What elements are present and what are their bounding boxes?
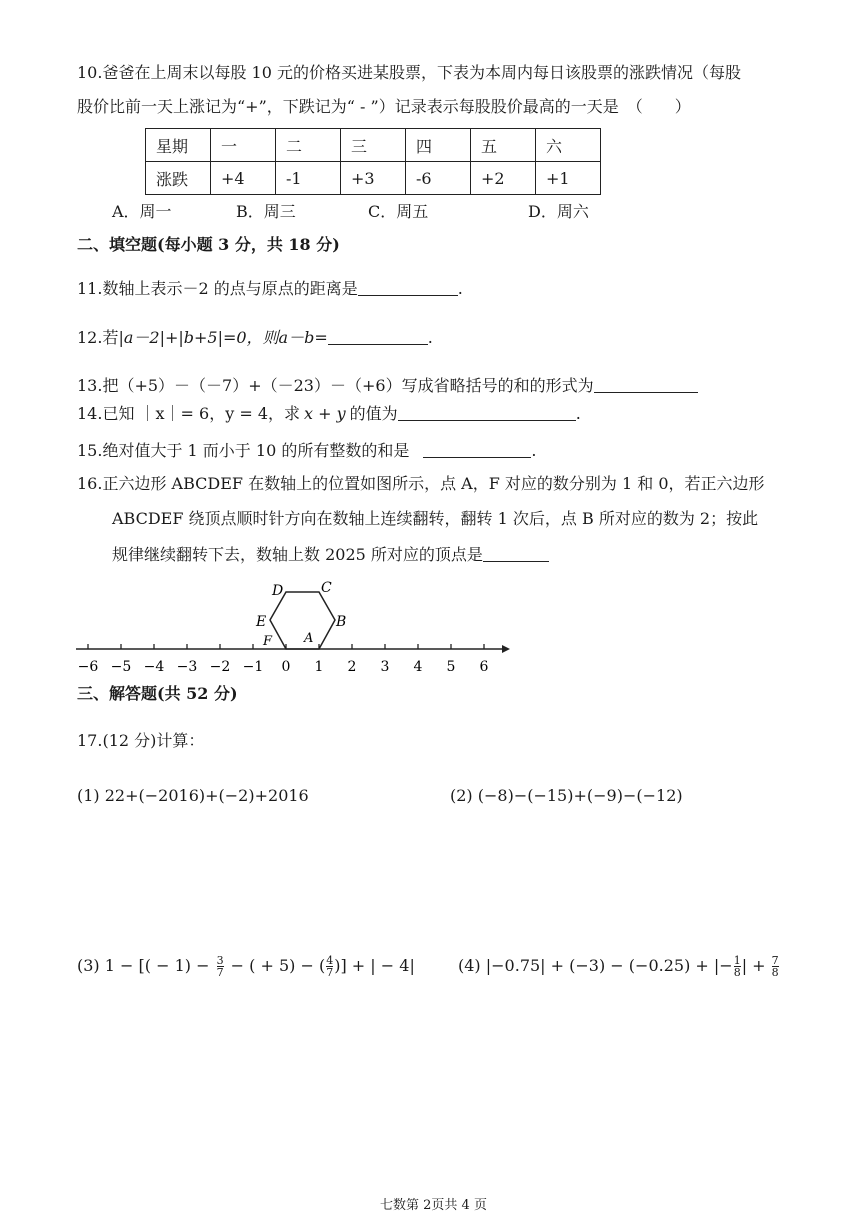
q11-text: 11.数轴上表示－2 的点与原点的距离是	[77, 279, 358, 298]
tick-label: −6	[77, 659, 99, 675]
tick-label: −1	[242, 659, 264, 675]
tick-labels	[78, 659, 489, 675]
q14-end: .	[575, 404, 581, 423]
tick-label: −2	[209, 659, 231, 675]
tick-label: 0	[281, 659, 291, 675]
q10-line1: 10.爸爸在上周末以每股 10 元的价格买进某股票，下表为本周内每日该股票的涨跌情况（每股	[77, 63, 741, 82]
tick-label: 5	[446, 659, 456, 675]
fraction-denominator: 8	[771, 966, 779, 979]
tick-label: 1	[314, 659, 324, 675]
table-cell: 一	[211, 129, 276, 162]
q17-title: 17.(12 分)计算：	[77, 731, 205, 750]
table-cell: 六	[536, 129, 601, 162]
vertex-label-c: C	[321, 580, 332, 596]
table-cell: 四	[406, 129, 471, 162]
table-cell: +4	[211, 162, 276, 195]
tick-label: 6	[479, 659, 489, 675]
q17-part-3	[77, 955, 415, 978]
answer-blank	[358, 279, 458, 296]
answer-blank	[594, 376, 698, 393]
answer-blank	[423, 441, 531, 458]
q14	[77, 403, 581, 425]
tick-label: −3	[176, 659, 198, 675]
table-cell: 三	[341, 129, 406, 162]
tick-label: −4	[143, 659, 165, 675]
fraction-numerator: 4	[326, 954, 334, 967]
q16-line3	[112, 544, 549, 566]
table-cell: -6	[406, 162, 471, 195]
fraction	[217, 955, 224, 978]
q12-end: .	[427, 328, 433, 347]
number-line-figure	[60, 575, 520, 680]
answer-blank	[398, 404, 576, 421]
fraction-numerator: 7	[771, 954, 779, 967]
vertex-label-a: A	[304, 631, 314, 646]
q17-part-1: (1) 22+(−2016)+(−2)+2016	[77, 786, 309, 805]
fraction-numerator: 3	[216, 954, 224, 967]
table-cell: 二	[276, 129, 341, 162]
q17-part-2: (2) (−8)−(−15)+(−9)−(−12)	[450, 786, 683, 805]
p3-start: (3) 1 − [( − 1) −	[77, 956, 210, 975]
p3-end: )] + | − 4|	[334, 956, 415, 975]
table-row	[146, 162, 601, 195]
q17-part-4	[458, 955, 780, 978]
q15-text: 15.绝对值大于 1 而小于 10 的所有整数的和是	[77, 441, 410, 460]
p4-mid: | +	[741, 956, 766, 975]
fraction	[326, 955, 333, 978]
p3-mid: − ( + 5) − (	[230, 956, 326, 975]
q14-expression: x + y	[304, 404, 346, 423]
q15-end: .	[531, 441, 537, 460]
option-d: D．周六	[528, 202, 589, 221]
table-row-label: 涨跌	[146, 162, 211, 195]
q14-suffix: 的值为	[349, 404, 398, 423]
answer-blank	[483, 545, 549, 562]
page-footer: 七数第 2页共 4 页	[380, 1198, 487, 1213]
q13	[77, 375, 698, 397]
q16-line2: ABCDEF 绕顶点顺时针方向在数轴上连续翻转，翻转 1 次后，点 B 所对应的数为 2；按此	[112, 509, 759, 528]
answer-blank	[328, 328, 428, 345]
hexagon-shape	[270, 592, 335, 649]
tick-label: 4	[413, 659, 423, 675]
fraction-denominator: 7	[216, 966, 224, 979]
option-b: B．周三	[236, 202, 296, 221]
q11	[77, 278, 463, 300]
table-cell: +3	[341, 162, 406, 195]
table-cell: +1	[536, 162, 601, 195]
vertex-label-e: E	[256, 614, 267, 630]
q12-prefix: 12.若	[77, 328, 119, 347]
p4-start: (4) |−0.75| + (−3) − (−0.25) + |−	[458, 956, 733, 975]
table-cell: -1	[276, 162, 341, 195]
q12	[77, 327, 433, 349]
stock-table	[145, 128, 601, 195]
fraction-denominator: 8	[733, 966, 741, 979]
tick-label: 2	[347, 659, 357, 675]
q16-line3-text: 规律继续翻转下去，数轴上数 2025 所对应的顶点是	[112, 545, 483, 564]
section-3-title: 三、解答题(共 52 分)	[77, 684, 238, 703]
q10-line2: 股价比前一天上涨记为“+”，下跌记为“ - ”）记录表示每股股价最高的一天是 （ ）	[77, 97, 691, 116]
fraction	[772, 955, 779, 978]
table-row	[146, 129, 601, 162]
table-cell: 五	[471, 129, 536, 162]
q16-line1: 16.正六边形 ABCDEF 在数轴上的位置如图所示，点 A，F 对应的数分别为 1 和 0，若正六边形	[77, 474, 765, 493]
option-c: C．周五	[368, 202, 429, 221]
table-header-label: 星期	[146, 129, 211, 162]
q13-text: 13.把（+5）－（－7）+（－23）－（+6）写成省略括号的和的形式为	[77, 376, 594, 395]
vertex-label-b: B	[336, 614, 347, 630]
section-2-title: 二、填空题(每小题 3 分，共 18 分)	[77, 235, 340, 254]
q14-prefix: 14.已知 ｜x｜= 6，y = 4，求	[77, 404, 301, 423]
arrow-head	[502, 645, 510, 653]
vertex-label-f: F	[263, 634, 273, 649]
fraction	[734, 955, 741, 978]
fraction-denominator: 7	[326, 966, 334, 979]
q11-end: .	[457, 279, 463, 298]
vertex-label-d: D	[272, 583, 284, 599]
q12-expression: |a－2|+|b+5|=0，则a－b=	[118, 328, 328, 347]
fraction-numerator: 1	[733, 954, 741, 967]
tick-label: 3	[380, 659, 390, 675]
table-cell: +2	[471, 162, 536, 195]
tick-label: −5	[110, 659, 132, 675]
option-a: A．周一	[112, 202, 172, 221]
q15	[77, 440, 536, 462]
